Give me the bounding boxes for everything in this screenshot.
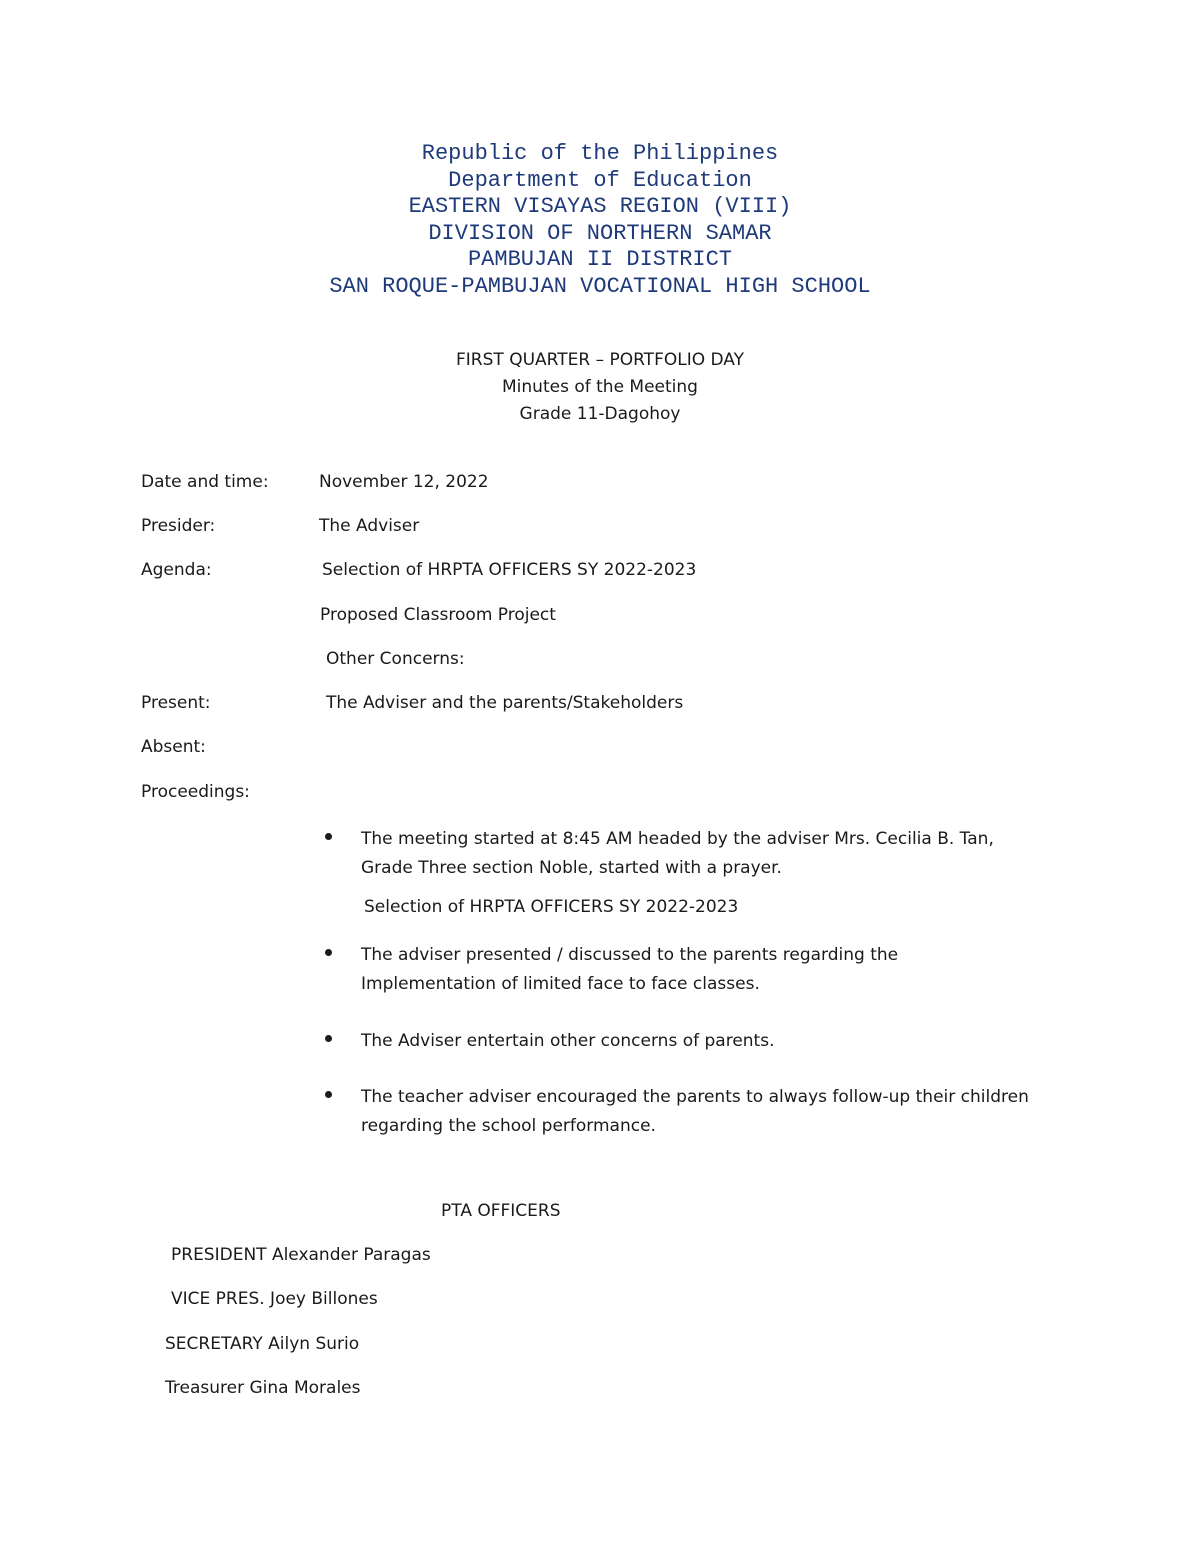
proceedings-text: The meeting started at 8:45 AM headed by the adviser Mrs. Cecilia B. Tan, <box>361 829 994 849</box>
agenda-item: Proposed Classroom Project <box>320 605 556 625</box>
proceedings-text: The Adviser entertain other concerns of parents. <box>361 1031 775 1051</box>
bullet-icon <box>325 833 332 840</box>
bullet-icon <box>325 1035 332 1042</box>
agenda-label: Agenda: <box>141 560 212 580</box>
proceedings-text: Grade Three section Noble, started with a prayer. <box>361 858 782 878</box>
officer-president: PRESIDENT Alexander Paragas <box>171 1245 431 1265</box>
letterhead-district: PAMBUJAN II DISTRICT <box>467 247 733 273</box>
proceedings-text: Implementation of limited face to face classes. <box>361 974 760 994</box>
quarter-title: FIRST QUARTER – PORTFOLIO DAY <box>456 350 744 370</box>
agenda-item: Selection of HRPTA OFFICERS SY 2022-2023 <box>322 560 697 580</box>
proceedings-label: Proceedings: <box>141 782 250 802</box>
grade-section: Grade 11-Dagohoy <box>519 404 681 424</box>
officer-vice-president: VICE PRES. Joey Billones <box>171 1289 378 1309</box>
date-label: Date and time: <box>141 472 269 492</box>
absent-label: Absent: <box>141 737 206 757</box>
proceedings-text: The teacher adviser encouraged the parents to always follow-up their children <box>361 1087 1029 1107</box>
proceedings-text: The adviser presented / discussed to the parents regarding the <box>361 945 899 965</box>
presider-value: The Adviser <box>319 516 420 536</box>
officer-treasurer: Treasurer Gina Morales <box>165 1378 361 1398</box>
minutes-title: Minutes of the Meeting <box>502 377 698 397</box>
letterhead-republic: Republic of the Philippines <box>421 141 779 166</box>
officer-secretary: SECRETARY Ailyn Surio <box>165 1334 360 1354</box>
proceedings-text: regarding the school performance. <box>361 1116 656 1136</box>
bullet-icon <box>325 949 332 956</box>
proceedings-subheading: Selection of HRPTA OFFICERS SY 2022-2023 <box>364 897 739 917</box>
letterhead-department: Department of Education <box>448 167 752 193</box>
date-value: November 12, 2022 <box>319 472 489 492</box>
officers-heading: PTA OFFICERS <box>441 1201 561 1221</box>
presider-label: Presider: <box>141 516 216 536</box>
agenda-item: Other Concerns: <box>326 649 465 669</box>
document-title-block <box>0 347 1200 428</box>
letterhead-school: SAN ROQUE-PAMBUJAN VOCATIONAL HIGH SCHOOL <box>329 273 871 299</box>
present-value: The Adviser and the parents/Stakeholders <box>326 693 684 713</box>
letterhead <box>0 141 1200 301</box>
letterhead-region: EASTERN VISAYAS REGION (VIII) <box>408 194 792 220</box>
bullet-icon <box>325 1091 332 1098</box>
letterhead-division: DIVISION OF NORTHERN SAMAR <box>428 220 772 246</box>
present-label: Present: <box>141 693 211 713</box>
